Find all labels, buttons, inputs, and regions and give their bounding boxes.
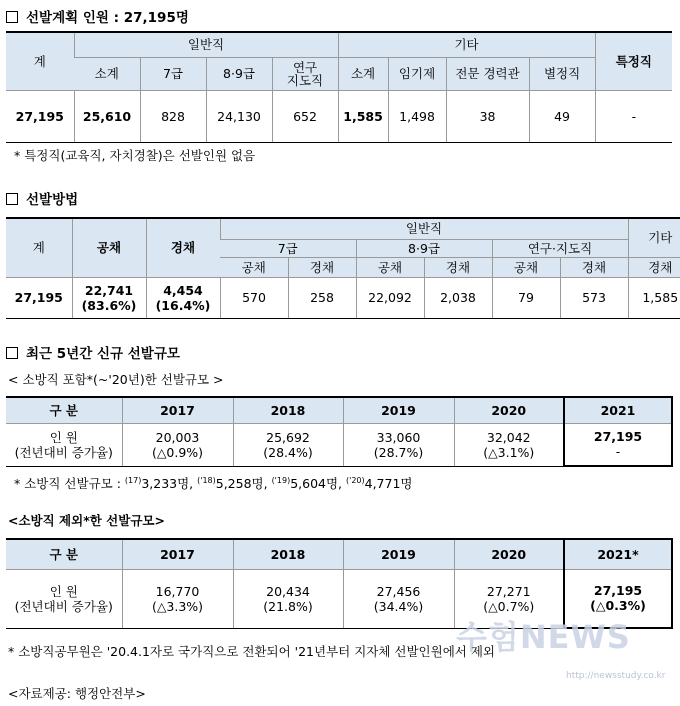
m-cell-career (146, 277, 220, 318)
cell-grade89: 24,130 (206, 90, 272, 142)
section1-title-text: 선발계획 인원 : 27,195명 (26, 10, 189, 26)
fire-note-sup-18: ('18) (197, 476, 216, 485)
x-rate-2019: (34.4%) (373, 598, 424, 614)
m-cell-open (72, 277, 146, 318)
cell-expert: 38 (446, 90, 529, 142)
fire-note-sup-19: ('19) (271, 476, 291, 485)
m-career-pct: (16.4%) (155, 297, 211, 313)
m-sub-career-other: 경채 (628, 257, 680, 277)
section4-note: * 소방직공무원은 '20.4.1자로 국가직으로 전환되어 '21년부터 지자체 선발인원에서 제외 (8, 644, 495, 659)
x-row-label-count: 인 원 (49, 583, 78, 599)
x-header-2021: 2021* (564, 539, 672, 569)
section2-title-text: 선발방법 (26, 192, 79, 208)
fire-note-prefix: * 소방직 선발규모 : (14, 476, 125, 491)
cell-total: 27,195 (6, 90, 74, 142)
x-rate-2020: (△0.7%) (483, 598, 535, 614)
section1-title (6, 6, 189, 26)
x-value-2021: 27,195 (593, 583, 643, 599)
m-cell-total: 27,195 (6, 277, 72, 318)
y-header-2019: 2019 (343, 397, 454, 423)
section2-title (6, 188, 78, 208)
y-header-2020: 2020 (454, 397, 564, 423)
header-grade7: 7급 (140, 57, 206, 90)
m-cell-career-other: 1,585 (628, 277, 680, 318)
y-header-label: 구 분 (6, 397, 122, 423)
m-open-value: 22,741 (84, 282, 134, 298)
x-cell-2017 (122, 569, 233, 628)
m-cell-career-res: 573 (560, 277, 628, 318)
y-cell-2020 (454, 423, 564, 466)
method-table (6, 217, 680, 319)
m-sub-career-89: 경채 (424, 257, 492, 277)
x-row-label (6, 569, 122, 628)
section3-title (6, 342, 180, 362)
cell-general-subtotal: 25,610 (74, 90, 140, 142)
m-header-open: 공채 (72, 218, 146, 277)
x-rate-2021: (△0.3%) (590, 598, 646, 614)
m-sub-open-res: 공채 (492, 257, 560, 277)
x-rate-2017: (△3.3%) (151, 598, 204, 614)
x-value-2018: 20,434 (266, 583, 310, 599)
x-value-2020: 27,271 (486, 583, 531, 599)
x-header-label: 구 분 (6, 539, 122, 569)
x-value-2019: 27,456 (376, 583, 421, 599)
section3-subtitle: < 소방직 포함*(~'20년)한 선발규모 > (8, 372, 224, 387)
y-cell-2018 (233, 423, 343, 466)
watermark-url: http://newsstudy.co.kr (566, 671, 666, 681)
cell-other-subtotal: 1,585 (338, 90, 388, 142)
fire-note-18: 5,258명, (215, 476, 272, 491)
y-header-2018: 2018 (233, 397, 343, 423)
cell-research: 652 (272, 90, 338, 142)
y-header-2021: 2021 (564, 397, 672, 423)
fire-note-17: 3,233명, (141, 476, 198, 491)
checkbox-square-icon (6, 193, 18, 205)
m-header-general: 일반직 (220, 218, 628, 239)
cell-special-staff: 49 (529, 90, 595, 142)
x-row-label-rate: (전년대비 증가율) (14, 598, 113, 614)
m-header-grade89: 8·9급 (356, 239, 492, 257)
y-rate-2019: (28.7%) (373, 444, 424, 460)
header-total: 계 (6, 32, 74, 90)
x-header-2020: 2020 (454, 539, 564, 569)
section4-subtitle: <소방직 제외*한 선발규모> (8, 513, 165, 528)
y-value-2020: 32,042 (486, 429, 531, 445)
y-row-label-count: 인 원 (49, 429, 78, 445)
fire-note-sup-20: ('20) (346, 476, 365, 485)
header-expert: 전문 경력관 (446, 57, 529, 90)
x-header-2019: 2019 (343, 539, 454, 569)
m-sub-career-7: 경채 (288, 257, 356, 277)
fire-note-19: 5,604명, (290, 476, 346, 491)
fire-note-sup-17: (17) (124, 476, 142, 485)
section3-title-text: 최근 5년간 신규 선발규모 (26, 346, 180, 362)
section3-note (14, 474, 413, 492)
m-sub-open-7: 공채 (220, 257, 288, 277)
checkbox-square-icon (6, 11, 18, 23)
x-value-2017: 16,770 (155, 583, 200, 599)
m-header-total: 계 (6, 218, 72, 277)
y-value-2019: 33,060 (376, 429, 421, 445)
y-value-2021: 27,195 (593, 429, 643, 445)
m-cell-open-res: 79 (492, 277, 560, 318)
x-cell-2018 (233, 569, 343, 628)
y-header-2017: 2017 (122, 397, 233, 423)
x-cell-2019 (343, 569, 454, 628)
y-rate-2020: (△3.1%) (483, 444, 535, 460)
header-subtotal: 소계 (74, 57, 140, 90)
watermark-logo: 수험NEWS (456, 618, 631, 656)
header-fixed-term: 임기제 (388, 57, 446, 90)
y-rate-2017: (△0.9%) (151, 444, 204, 460)
y-cell-2017 (122, 423, 233, 466)
m-career-value: 4,454 (163, 282, 203, 298)
fire-note-20: 4,771명 (364, 476, 413, 491)
m-cell-career-7: 258 (288, 277, 356, 318)
y-rate-2018: (28.4%) (263, 444, 313, 460)
y-value-2017: 20,003 (155, 429, 200, 445)
section1-note: * 특정직(교육직, 자치경찰)은 선발인원 없음 (14, 148, 256, 163)
m-cell-open-89: 22,092 (356, 277, 424, 318)
header-research: 연구 지도직 (272, 57, 338, 90)
source-note: <자료제공: 행정안전부> (8, 686, 146, 701)
plan-table (6, 31, 672, 143)
m-header-career: 경채 (146, 218, 220, 277)
y-rate-2021: - (615, 444, 621, 460)
header-other: 기타 (338, 32, 595, 57)
m-sub-open-89: 공채 (356, 257, 424, 277)
y-value-2018: 25,692 (266, 429, 310, 445)
cell-grade7: 828 (140, 90, 206, 142)
m-header-grade7: 7급 (220, 239, 356, 257)
header-special: 특정직 (595, 32, 672, 90)
cell-special: - (595, 90, 672, 142)
m-open-pct: (83.6%) (81, 297, 137, 313)
y-cell-2019 (343, 423, 454, 466)
x-header-2018: 2018 (233, 539, 343, 569)
checkbox-square-icon (6, 347, 18, 359)
m-sub-career-res: 경채 (560, 257, 628, 277)
m-cell-open-7: 570 (220, 277, 288, 318)
cell-fixed-term: 1,498 (388, 90, 446, 142)
y-row-label (6, 423, 122, 466)
header-general: 일반직 (74, 32, 338, 57)
header-other-subtotal: 소계 (338, 57, 388, 90)
y-row-label-rate: (전년대비 증가율) (14, 444, 113, 460)
m-cell-career-89: 2,038 (424, 277, 492, 318)
x-header-2017: 2017 (122, 539, 233, 569)
header-special-staff: 별정직 (529, 57, 595, 90)
five-year-incl-table (6, 396, 673, 467)
m-header-research: 연구·지도직 (492, 239, 628, 257)
m-header-other: 기타 (628, 218, 680, 257)
header-grade89: 8·9급 (206, 57, 272, 90)
x-rate-2018: (21.8%) (263, 598, 313, 614)
y-cell-2021 (564, 423, 672, 466)
